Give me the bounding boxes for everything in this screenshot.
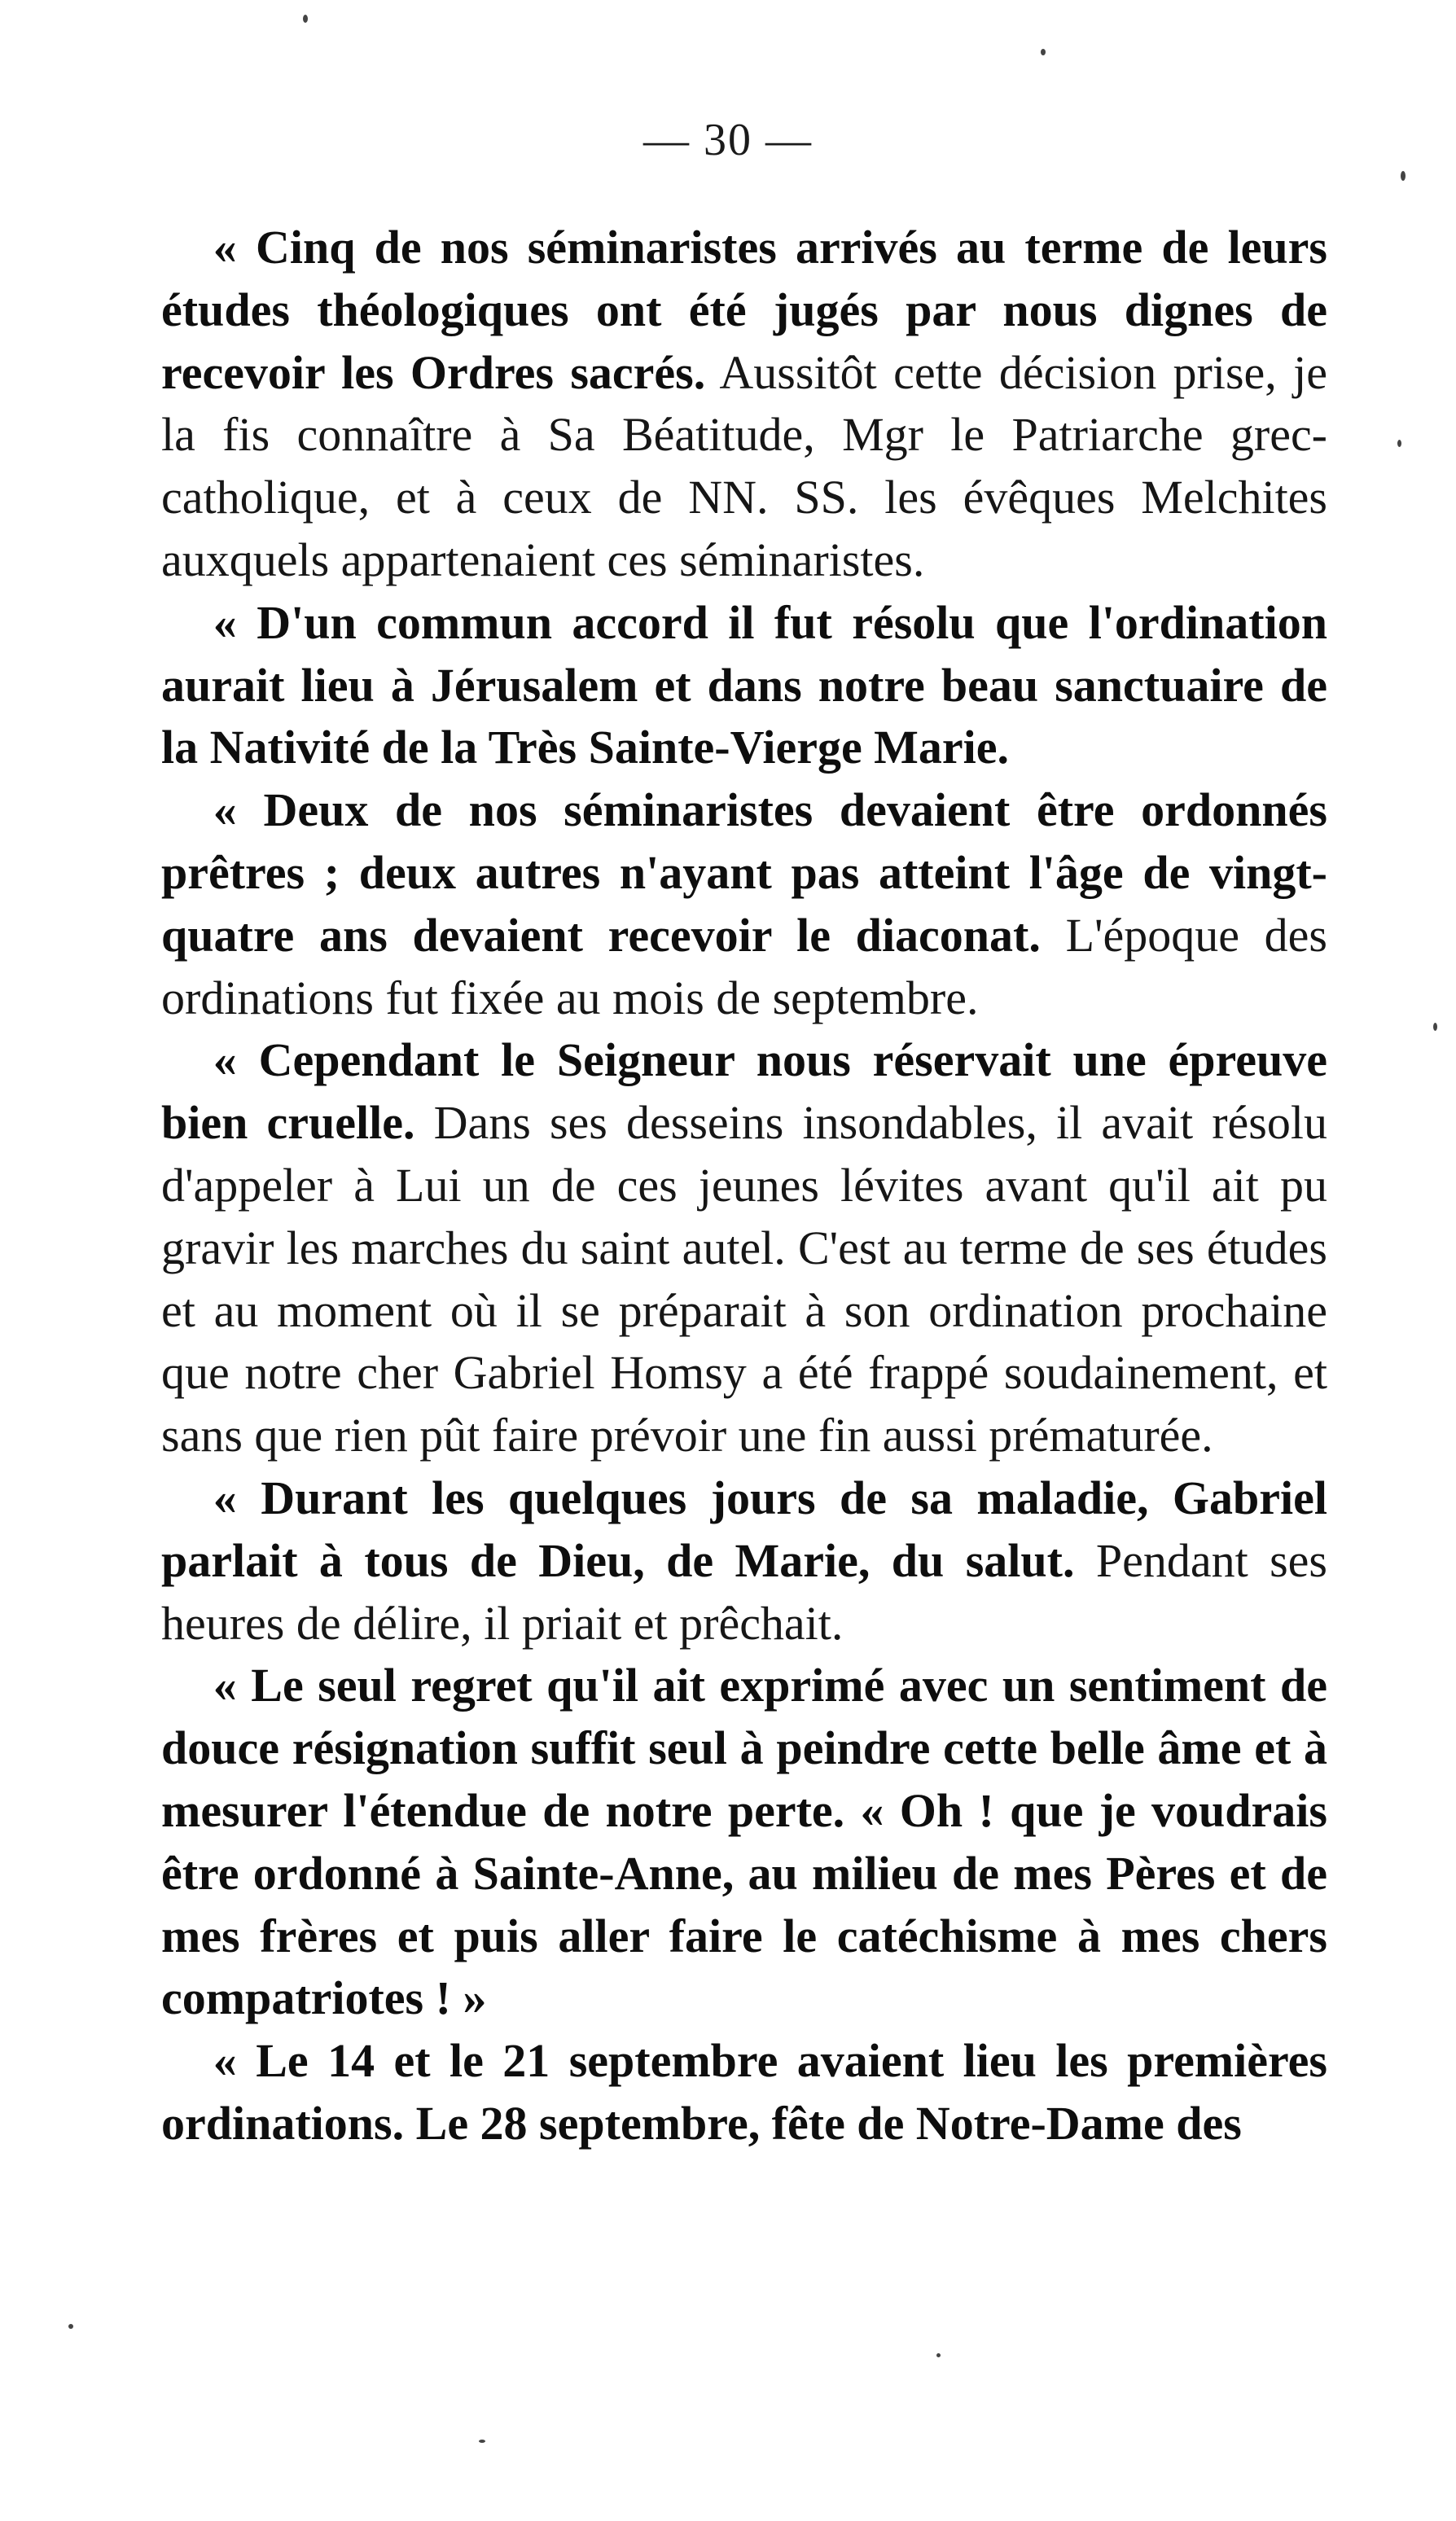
paragraph-7-lead: « Le 14 et le 21 septembre avaient lieu les premières ordinations. Le 28 septembre, fête de Notre-Dame des: [161, 2034, 1327, 2150]
paragraph-5-rest: Pendant ses heures de délire, il priait et prêchait.: [161, 1533, 1327, 1650]
paragraph-1-rest: Aussitôt cette décision prise, je la fis connaître à Sa Béatitude, Mgr le Patriarche grec-catholique, et à ceux de NN. SS. les évêques Melchites auxquels appartenaient ces séminaristes.: [161, 345, 1327, 586]
scan-speck: [1433, 1023, 1437, 1031]
paragraph-6: [161, 1655, 1327, 2030]
paragraph-3-rest: L'époque des ordinations fut fixée au mois de septembre.: [161, 908, 1327, 1024]
scan-speck: [1397, 440, 1401, 447]
paragraph-1-lead: « Cinq de nos séminaristes arrivés au terme de leurs études théologiques ont été jugés par nous dignes de recevoir les Ordres sacrés.: [161, 221, 1327, 399]
paragraph-5: [161, 1467, 1327, 1655]
paragraph-4-lead: « Cependant le Seigneur nous réservait une épreuve bien cruelle.: [161, 1033, 1327, 1150]
paragraph-5-lead: « Durant les quelques jours de sa maladie, Gabriel parlait à tous de Dieu, de Marie, du salut.: [161, 1471, 1327, 1587]
paragraph-3-lead: « Deux de nos séminaristes devaient être ordonnés prêtres ; deux autres n'ayant pas atteint l'âge de vingt-quatre ans devaient recevoir le diaconat.: [161, 783, 1327, 962]
body-text: [161, 217, 1327, 2155]
scan-speck: [303, 15, 308, 23]
paragraph-2: [161, 592, 1327, 779]
paragraph-1: [161, 217, 1327, 592]
paragraph-4-rest: Dans ses desseins insondables, il avait résolu d'appeler à Lui un de ces jeunes lévites avant qu'il ait pu gravir les marches du saint autel. C'est au terme de ses études et au moment où il se préparait à son ordination prochaine que notre cher Gabriel Homsy a été frappé soudainement, et sans que rien pût faire prévoir une fin aussi prématurée.: [161, 1096, 1327, 1462]
scan-speck: [479, 2440, 485, 2443]
paragraph-2-lead: « D'un commun accord il fut résolu que l'ordination aurait lieu à Jérusalem et dans notre beau sanctuaire de la Nativité de la Très Sainte-Vierge Marie.: [161, 595, 1327, 774]
paragraph-3: [161, 779, 1327, 1029]
paragraph-6-lead: « Le seul regret qu'il ait exprimé avec un sentiment de douce résignation suffit seul à peindre cette belle âme et à mesurer l'étendue de notre perte. « Oh ! que je voudrais être ordonné à Sainte-Anne, au milieu de mes Pères et de mes frères et puis aller faire le catéchisme à mes chers compatriotes ! »: [161, 1659, 1327, 2025]
page-number: — 30 —: [643, 115, 813, 165]
scan-speck: [1041, 49, 1046, 55]
paragraph-7: [161, 2030, 1327, 2155]
scan-speck: [1401, 171, 1406, 181]
paragraph-4: [161, 1029, 1327, 1467]
scan-speck: [68, 2324, 73, 2329]
scan-speck: [936, 2353, 941, 2357]
